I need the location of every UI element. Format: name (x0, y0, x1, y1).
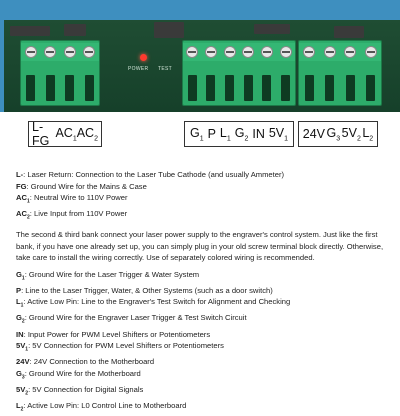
terminal-definition (16, 384, 392, 400)
bank-2-3-definitions (16, 269, 392, 416)
terminal-description: : Live Input from 110V Power (29, 209, 128, 219)
screw-icon (242, 46, 254, 58)
screw-icon (205, 46, 217, 58)
terminal-description: : Ground Wire for the Engraver Laser Trigger & Test Switch Circuit (24, 313, 247, 323)
terminal-name: 24V (16, 357, 30, 367)
terminal-name: $G_2$ (16, 313, 25, 325)
screw-icon (64, 46, 76, 58)
terminal-description: : 5V Connection for PWM Level Shifters or Potentiometers (28, 341, 224, 351)
terminal-definition (16, 181, 392, 193)
terminal-definition (16, 285, 392, 297)
screw-icon (83, 46, 95, 58)
terminal-definition (16, 192, 392, 208)
terminal-label: $AC_2$ (76, 125, 98, 143)
screw-icon (261, 46, 273, 58)
terminal-description: : Input Power for PWM Level Shifters or Potentiometers (23, 329, 211, 339)
terminal-label: P (207, 127, 216, 141)
terminal-label: 24V (302, 127, 325, 141)
terminal-name: $AC_2$ (16, 209, 30, 221)
terminal-description: : Active Low Pin: L0 Control Line to Motherboard (23, 401, 187, 411)
screw-icon (280, 46, 292, 58)
intro-paragraph: The second & third bank connect your laser power supply to the engraver's control system. Just like the first bank, if you have one already set up, you can simply plug in your old screw terminal block directly. Otherwise, take care to install the wiring correctly. Use of separately colored wiring is recommended. (16, 230, 384, 263)
terminal-label: $5V_1$ (268, 125, 289, 143)
board-component (334, 26, 364, 38)
screw-icon (25, 46, 37, 58)
terminal-definition (16, 356, 392, 368)
power-label: POWER (128, 66, 149, 72)
board-component (64, 24, 86, 36)
screw-icon (344, 46, 356, 58)
bank-1-definitions (16, 169, 392, 224)
terminal-name: IN (16, 329, 24, 339)
terminal-label: $5V_2$ (341, 125, 361, 143)
board-component (154, 22, 184, 38)
screw-icon (44, 46, 56, 58)
terminal-definition (16, 329, 392, 341)
terminal-definition (16, 208, 392, 224)
terminal-description: : Ground Wire for the Motherboard (24, 368, 141, 378)
terminal-label: $G_2$ (234, 125, 249, 143)
screw-icon (303, 46, 315, 58)
terminal-description: : 5V Connection for Digital Signals (28, 384, 144, 394)
terminal-labels-bank-1 (28, 121, 102, 147)
terminal-label: $L_2$ (362, 125, 374, 143)
power-led-icon (140, 54, 147, 61)
terminal-labels-row (0, 113, 400, 153)
terminal-block-bank-1 (20, 40, 100, 106)
terminal-label: $G_3$ (326, 125, 341, 143)
terminal-name: $5V_2$ (16, 384, 29, 397)
terminal-descriptions (16, 169, 392, 416)
terminal-description: : 24V Connection to the Motherboard (29, 357, 155, 367)
terminal-label: IN (252, 127, 265, 141)
terminal-name: $AC_1$ (16, 193, 30, 205)
terminal-definition (16, 368, 392, 384)
terminal-name: $G_1$ (16, 269, 25, 282)
terminal-name: L- (16, 170, 24, 179)
terminal-block-bank-3 (298, 40, 382, 106)
terminal-description: : Ground Wire for the Mains & Case (26, 181, 147, 191)
terminal-description: : Ground Wire for the Laser Trigger & Water System (24, 269, 200, 279)
screw-icon (324, 46, 336, 58)
terminal-name: $L_2$ (16, 401, 24, 413)
terminal-name: $5V_1$ (16, 341, 29, 353)
terminal-definition (16, 312, 392, 328)
terminal-definition (16, 340, 392, 356)
terminal-definition (16, 269, 392, 285)
screw-icon (365, 46, 377, 58)
terminal-name: FG (16, 181, 27, 191)
terminal-label: $G_1$ (189, 125, 204, 143)
terminal-definition (16, 400, 392, 416)
screw-icon (186, 46, 198, 58)
power-supply-photo (0, 0, 400, 112)
terminal-label: $L_1$ (219, 125, 231, 143)
terminal-description: : Line to the Laser Trigger, Water, & Other Systems (such as a door switch) (21, 285, 273, 295)
terminal-description: : Neutral Wire to 110V Power (29, 193, 128, 203)
terminal-description: : Active Low Pin: Line to the Engraver's Test Switch for Alignment and Checking (23, 297, 291, 307)
screw-icon (224, 46, 236, 58)
terminal-label: L-FG (32, 120, 50, 148)
terminal-name: $L_1$ (16, 297, 24, 309)
board-component (10, 26, 50, 36)
terminal-definition (16, 169, 392, 181)
terminal-label: $AC_1$ (55, 125, 77, 143)
terminal-labels-bank-2 (184, 121, 294, 147)
board-component (254, 24, 290, 34)
terminal-name: P (16, 285, 22, 295)
test-label: TEST (158, 66, 172, 72)
terminal-name: $G_3$ (16, 368, 25, 381)
indicator-area (102, 54, 178, 94)
terminal-description: : Laser Return: Connection to the Laser Tube Cathode (and usually Ammeter) (23, 170, 285, 179)
terminal-definition (16, 296, 392, 312)
terminal-labels-bank-3 (298, 121, 378, 147)
terminal-block-bank-2 (182, 40, 296, 106)
